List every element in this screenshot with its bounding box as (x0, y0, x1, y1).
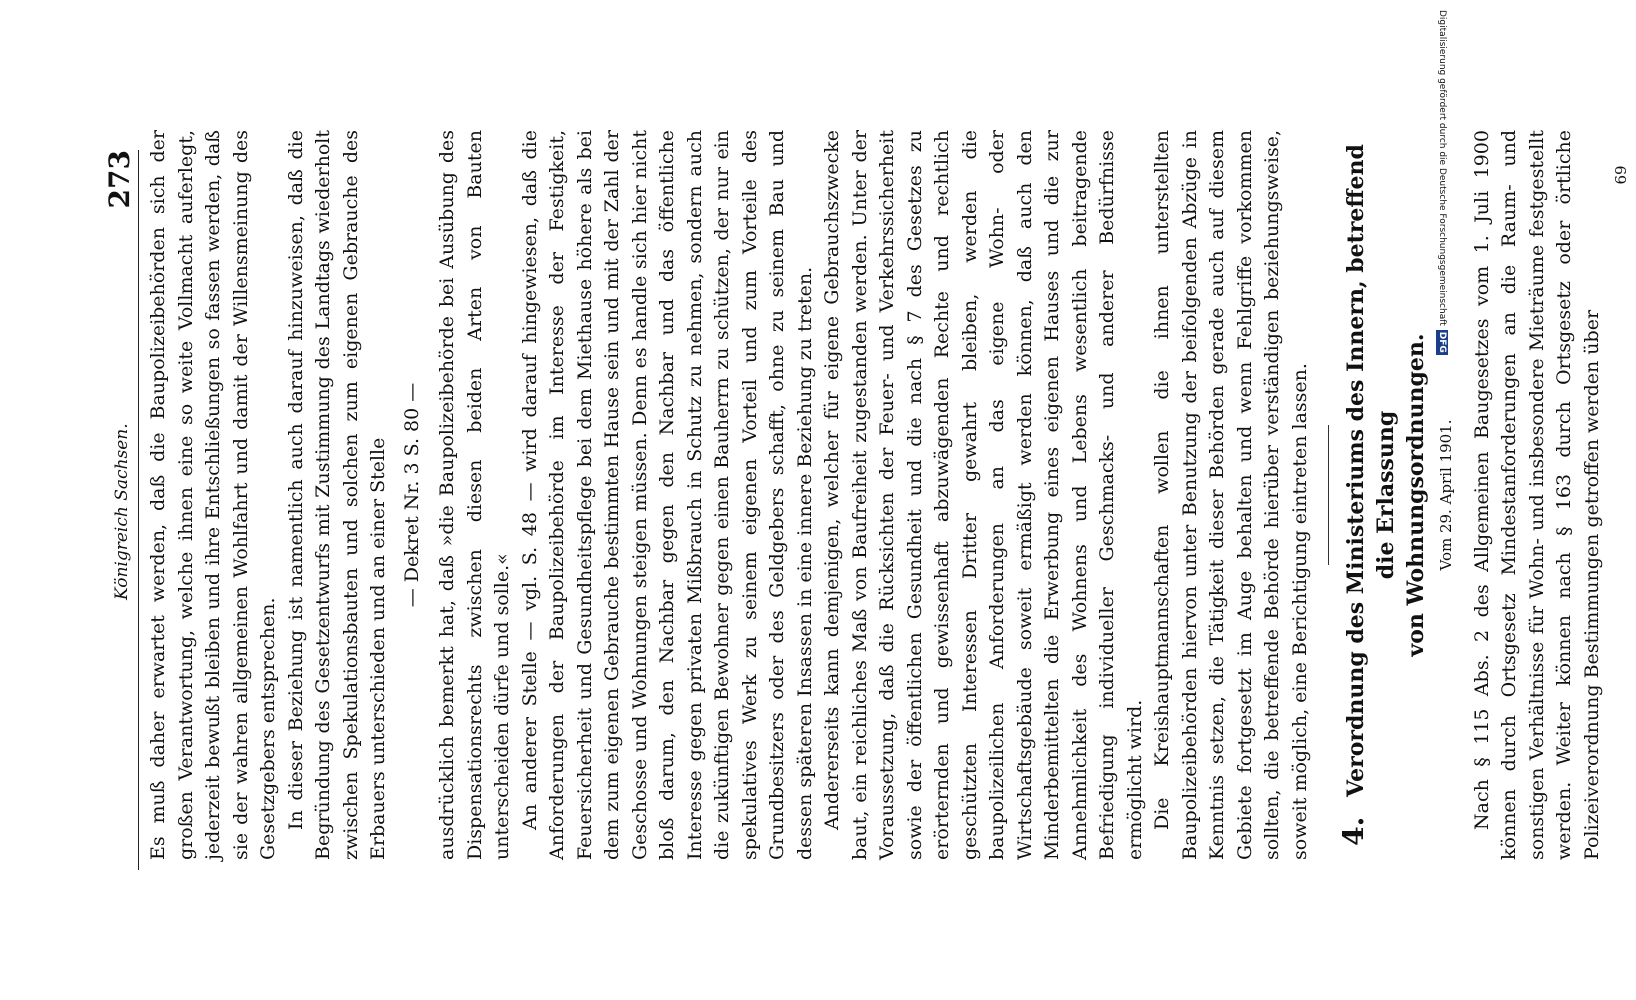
paragraph: Die Kreishauptmannschaften wollen die ihnen unterstellten Baupolizeibehörden hiervon unter Benutzung der beifolgenden Abzüge in Kenntnis setzen, die Tätigkeit dieser Behörden gerade auch auf diesem Gebiete fortgesetzt im Auge behalten und wenn Fehlgriffe vorkommen sollten, die betreffende Behörde hierüber verständigen beziehungsweise, soweit möglich, eine Berichtigung eintreten lassen. (1151, 130, 1311, 860)
paragraph: An anderer Stelle — vgl. S. 48 — wird darauf hingewiesen, daß die Anforderungen der Baupolizeibehörde im Interesse der Festigkeit, Feuersicherheit und Gesundheitspflege bei dem Miethause höhere als bei dem zum eigenen Gebrauche bestimmten Hause sein und mit der Zahl der Geschosse und Wohnungen steigen müssen. Denn es handle sich hier nicht bloß darum, den Nachbar gegen den Nachbar und das öffentliche Interesse gegen privaten Mißbrauch in Schutz zu nehmen, sondern auch die zukünftigen Bewohner gegen einen Bauherrn zu schützen, der nur ein spekulatives Werk zu seinem eigenen Vorteil und zum Vorteile des Grundbesitzers oder des Geldgebers schafft, ohne zu seinem Bau und dessen späteren Insassen in eine innere Beziehung zu treten. (518, 130, 816, 860)
page-number: 273 (103, 150, 136, 209)
section-number: 4. (1337, 816, 1370, 846)
section-title (1339, 130, 1431, 860)
digitization-credit (1436, 10, 1452, 353)
credit-text: Digitalisierung gefördert durch die Deutsche Forschungsgemeinschaft (1437, 10, 1447, 326)
paragraph: Es muß daher erwartet werden, daß die Baupolizeibehörden sich der großen Verantwortung, welche ihnen eine so weite Vollmacht auferlegt, jederzeit bewußt bleiben und ihre Entschließungen so fassen werden, daß sie der wahren allgemeinen Wohlfahrt und damit der Willensmeinung des Gesetzgebers entsprechen. (147, 130, 279, 860)
dfg-logo-icon: DFG (1437, 331, 1447, 353)
section-divider (1328, 425, 1329, 565)
section-title-line2: von Wohnungsordnungen. (1403, 333, 1429, 657)
paragraph: Andererseits kann demjenigen, welcher für eigene Gebrauchszwecke baut, ein reichliches Maß von Baufreiheit zugestanden werden. Unter der Voraussetzung, daß die Rücksichten der Feuer- und Verkehrssicherheit sowie der öffentlichen Gesundheit und die nach § 7 des Gesetzes zu erörternden und gewissenhaft abzuwägenden Rechte und rechtlich geschützten Interessen Dritter gewahrt bleiben, werden die baupolizeilichen Anforderungen an das eigene Wohn- oder Wirtschaftsgebäude soweit ermäßigt werden können, daß auch den Minderbemittelten die Erwerbung eines eigenen Hauses und die zur Annehmlichkeit des Wohnens und Lebens wesentlich beitragende Befriedigung individueller Geschmacks- und anderer Bedürfnisse ermöglicht wird. (821, 130, 1146, 860)
section-paragraph: Nach § 115 Abs. 2 des Allgemeinen Baugesetzes vom 1. Juli 1900 können durch Ortsgesetz Mindestanforderungen an die Raum- und sonstigen Verhältnisse für Wohn- und insbesondere Mieträume festgestellt werden. Weiter können nach § 163 durch Ortsgesetz oder örtliche Polizeiverordnung Bestimmungen getroffen werden über (1470, 130, 1603, 860)
paragraph: In dieser Beziehung ist namentlich auch darauf hinzuweisen, daß die Begründung des Gesetzentwurfs mit Zustimmung des Landtags wiederholt zwischen Spekulationsbauten und solchen zum eigenen Gebrauche des Erbauers unterschieden und an einer Stelle (284, 130, 389, 860)
page-header (98, 150, 139, 870)
decree-reference: — Dekret Nr. 3 S. 80 — (400, 382, 423, 608)
section-date: Vom 29. April 1901. (1437, 419, 1455, 571)
sheet-mark: 69 (1612, 165, 1630, 185)
running-head: Königreich Sachsen. (112, 423, 132, 600)
body-text (145, 130, 1636, 860)
section-title-line1: Verordnung des Ministeriums des Innern, betreffend die Erlassung (1343, 144, 1399, 797)
paragraph: ausdrücklich bemerkt hat, daß »die Baupolizeibehörde bei Ausübung des Dispensationsrechts zwischen diesen beiden Arten von Bauten unterscheiden dürfe und solle.« (436, 130, 513, 860)
